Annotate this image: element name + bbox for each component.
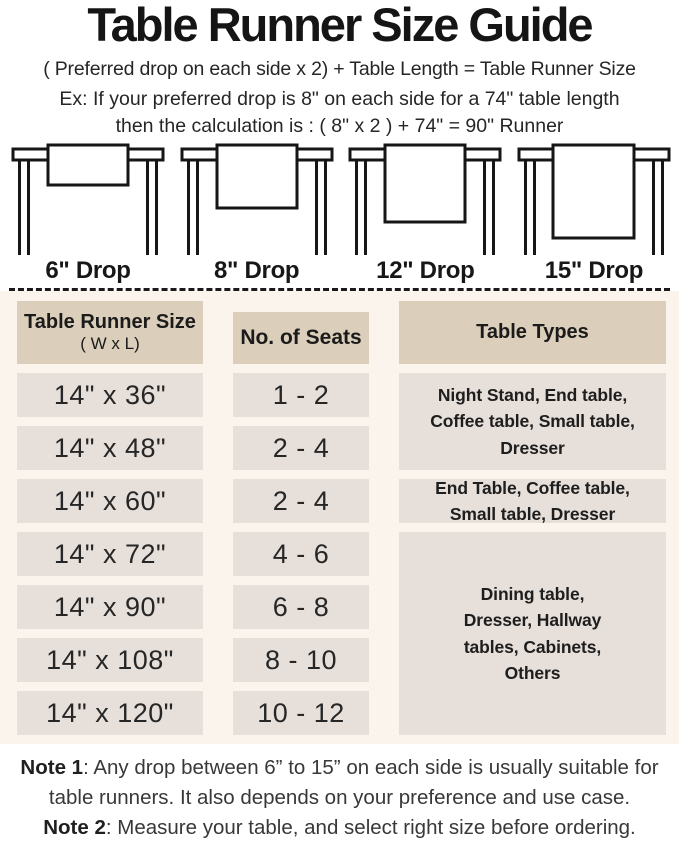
- size-cell: 14" x 60": [17, 479, 203, 523]
- drop-label: 6" Drop: [45, 257, 131, 285]
- notes: [0, 744, 679, 843]
- note-1-text: : Any drop between 6” to 15” on each side is usually suitable for table runners. It also depends on your preference and use case.: [48, 756, 659, 810]
- seats-cell: 6 - 8: [233, 585, 369, 629]
- note-2: [8, 813, 671, 843]
- drop-illustrations: [0, 143, 679, 285]
- header-table-types: Table Types: [399, 301, 666, 364]
- example-line-1: Ex: If your preferred drop is 8" on each side for a 74" table length: [59, 88, 620, 111]
- seats-cell: 2 - 4: [233, 426, 369, 470]
- size-cell: 14" x 72": [17, 532, 203, 576]
- size-cell: 14" x 120": [17, 691, 203, 735]
- note-2-label: Note 2: [43, 816, 106, 840]
- size-table-band: [0, 291, 679, 744]
- table-runner-15-drop-icon: [517, 143, 671, 255]
- size-cell: 14" x 90": [17, 585, 203, 629]
- table-runner-8-drop-icon: [180, 143, 334, 255]
- drop-illustration-12: [345, 143, 505, 285]
- table-types-text: Dining table, Dresser, Hallway tables, Cabinets, Others: [463, 584, 602, 683]
- table-types-group-small: [399, 373, 666, 470]
- drop-illustration-15: [514, 143, 674, 285]
- table-runner-12-drop-icon: [348, 143, 502, 255]
- table-types-text: Night Stand, End table, Coffee table, Small table, Dresser: [430, 385, 635, 458]
- size-cell: 14" x 36": [17, 373, 203, 417]
- page-title: Table Runner Size Guide: [87, 0, 592, 51]
- seats-cell: 10 - 12: [233, 691, 369, 735]
- note-1-label: Note 1: [20, 756, 84, 780]
- note-1: [8, 753, 671, 813]
- seats-cell: 8 - 10: [233, 638, 369, 682]
- header-runner-size-title: Table Runner Size: [24, 311, 196, 334]
- note-2-text: : Measure your table, and select right size before ordering.: [105, 816, 636, 840]
- size-cell: 14" x 108": [17, 638, 203, 682]
- drop-label: 12" Drop: [376, 257, 475, 285]
- table-types-group-medium: [399, 479, 666, 523]
- size-cell: 14" x 48": [17, 426, 203, 470]
- drop-label: 8" Drop: [214, 257, 300, 285]
- drop-illustration-8: [177, 143, 337, 285]
- table-types-text: End Table, Coffee table, Small table, Dresser: [435, 477, 630, 525]
- drop-illustration-6: [8, 143, 168, 285]
- header-runner-size-sub: ( W x L): [80, 334, 140, 354]
- seats-cell: 2 - 4: [233, 479, 369, 523]
- seats-cell: 4 - 6: [233, 532, 369, 576]
- header-seats: No. of Seats: [233, 312, 369, 364]
- example-line-2: then the calculation is : ( 8" x 2 ) + 74" = 90" Runner: [115, 115, 564, 138]
- header-runner-size: [17, 301, 203, 364]
- table-runner-6-drop-icon: [11, 143, 165, 255]
- table-types-group-large: [399, 532, 666, 735]
- size-table: [0, 301, 679, 735]
- drop-label: 15" Drop: [544, 257, 644, 285]
- seats-cell: 1 - 2: [233, 373, 369, 417]
- formula-text: ( Preferred drop on each side x 2) + Table Length = Table Runner Size: [43, 57, 636, 80]
